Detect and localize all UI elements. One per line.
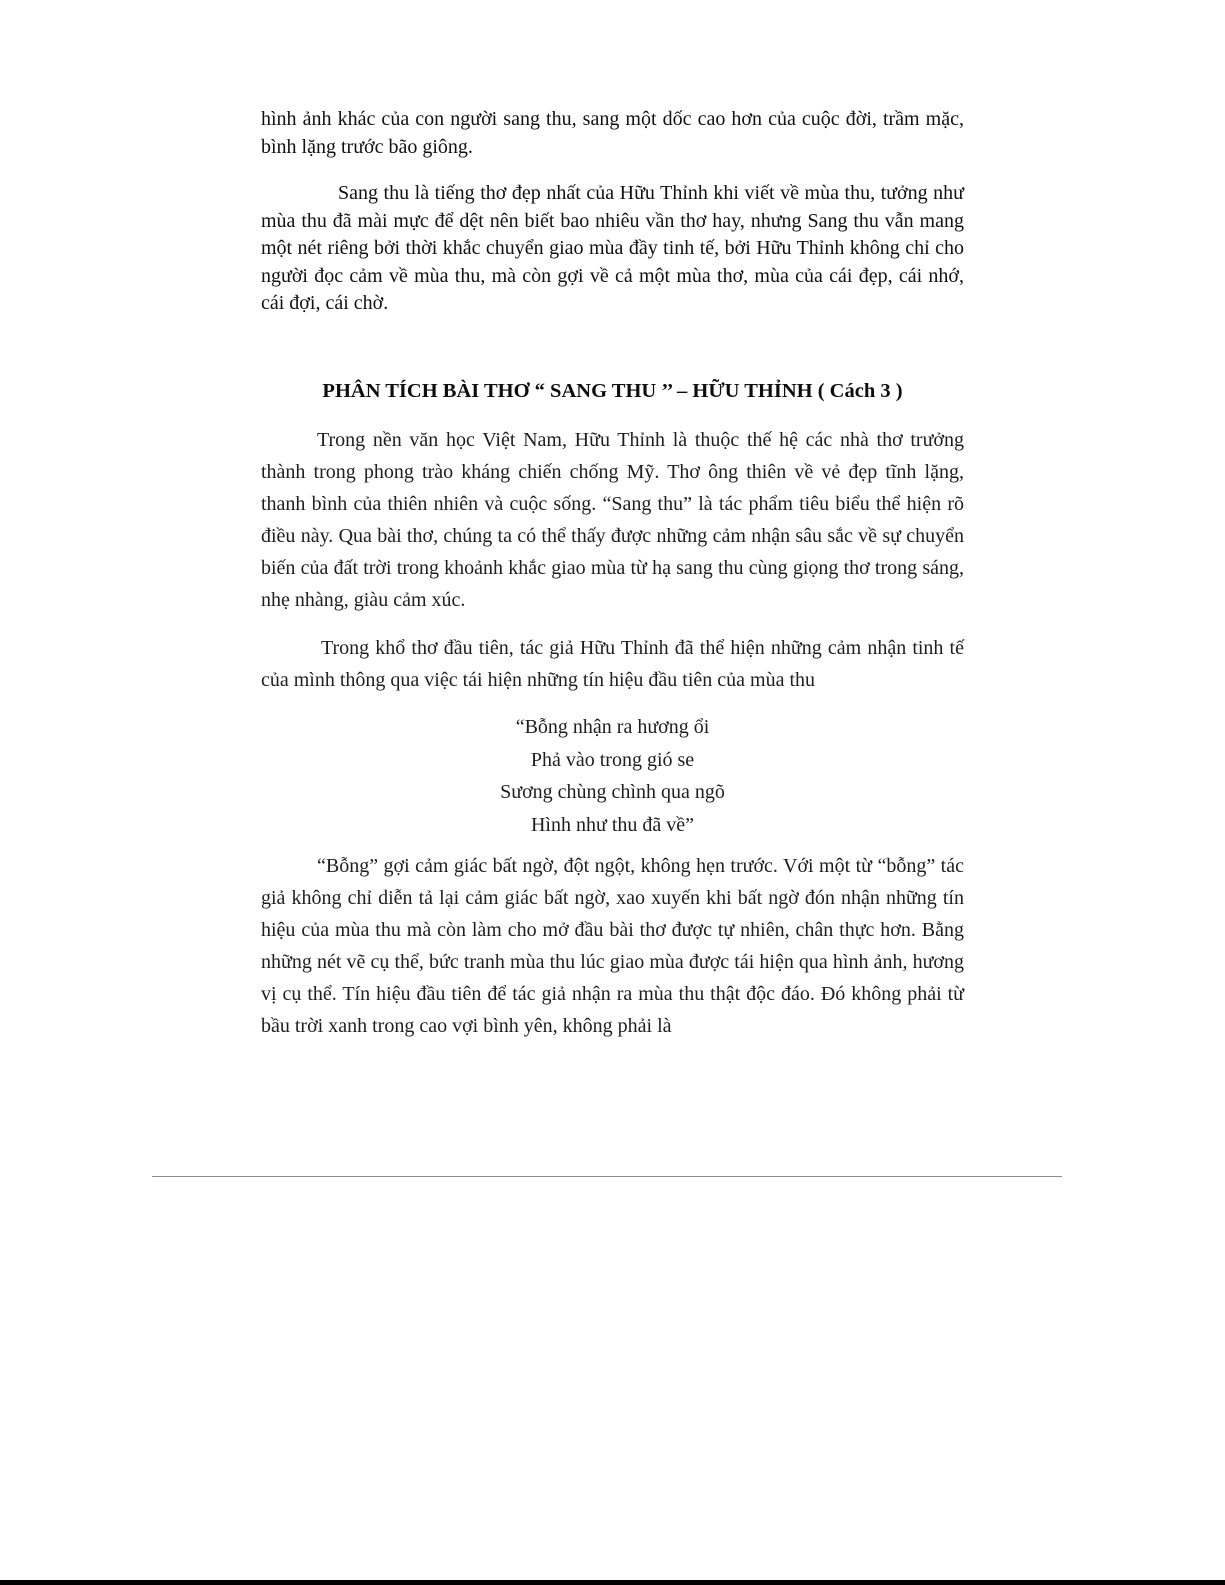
- section-heading: PHÂN TÍCH BÀI THƠ “ SANG THU ’’ – HỮU THỈNH ( Cách 3 ): [322, 380, 903, 402]
- footer-divider: [152, 1176, 1062, 1177]
- paragraph-first-stanza-lead: Trong khổ thơ đầu tiên, tác giả Hữu Thỉnh đã thể hiện những cảm nhận tinh tế của mình thông qua việc tái hiện những tín hiệu đầu tiên của mùa thu: [261, 637, 964, 691]
- continued-section: [261, 106, 964, 318]
- essay-analysis: [261, 850, 964, 1042]
- poem-line: Phả vào trong gió se: [530, 748, 695, 771]
- paragraph-analysis: “Bỗng” gợi cảm giác bất ngờ, đột ngột, không hẹn trước. Với một từ “bỗng” tác giả không chỉ diễn tả lại cảm giác bất ngờ, xao xuyến khi bất ngờ đón nhận những tín hiệu của mùa thu mà còn làm cho mở đầu bài thơ được tự nhiên, chân thực hơn. Bằng những nét vẽ cụ thể, bức tranh mùa thu lúc giao mùa được tái hiện qua hình ảnh, hương vị cụ thể. Tín hiệu đầu tiên để tác giả nhận ra mùa thu thật độc đáo. Đó không phải từ bầu trời xanh trong cao vợi bình yên, không phải là: [261, 855, 964, 1037]
- paragraph-continuation: hình ảnh khác của con người sang thu, sang một dốc cao hơn của cuộc đời, trầm mặc, bình lặng trước bão giông.: [261, 108, 964, 158]
- poem-line: Sương chùng chình qua ngõ: [500, 781, 725, 803]
- poem-line: “Bỗng nhận ra hương ổi: [515, 716, 710, 738]
- essay-intro: [261, 424, 964, 696]
- paragraph-conclusion: Sang thu là tiếng thơ đẹp nhất của Hữu Thỉnh khi viết về mùa thu, tưởng như mùa thu đã mài mực để dệt nên biết bao nhiêu vần thơ hay, nhưng Sang thu vẫn mang một nét riêng bởi thời khắc chuyển giao mùa đầy tinh tế, bởi Hữu Thỉnh không chỉ cho người đọc cảm về mùa thu, mà còn gợi về cả một mùa thơ, mùa của cái đẹp, cái nhớ, cái đợi, cái chờ.: [261, 182, 964, 314]
- page-bottom-edge: [0, 1580, 1225, 1585]
- poem-line: Hình như thu đã về”: [530, 813, 695, 836]
- poem-quote: [261, 711, 964, 841]
- paragraph-introduction: Trong nền văn học Việt Nam, Hữu Thỉnh là thuộc thế hệ các nhà thơ trưởng thành trong phong trào kháng chiến chống Mỹ. Thơ ông thiên về vẻ đẹp tĩnh lặng, thanh bình của thiên nhiên và cuộc sống. “Sang thu” là tác phẩm tiêu biểu thể hiện rõ điều này. Qua bài thơ, chúng ta có thể thấy được những cảm nhận sâu sắc về sự chuyển biến của đất trời trong khoảnh khắc giao mùa từ hạ sang thu cùng giọng thơ trong sáng, nhẹ nhàng, giàu cảm xúc.: [261, 429, 964, 611]
